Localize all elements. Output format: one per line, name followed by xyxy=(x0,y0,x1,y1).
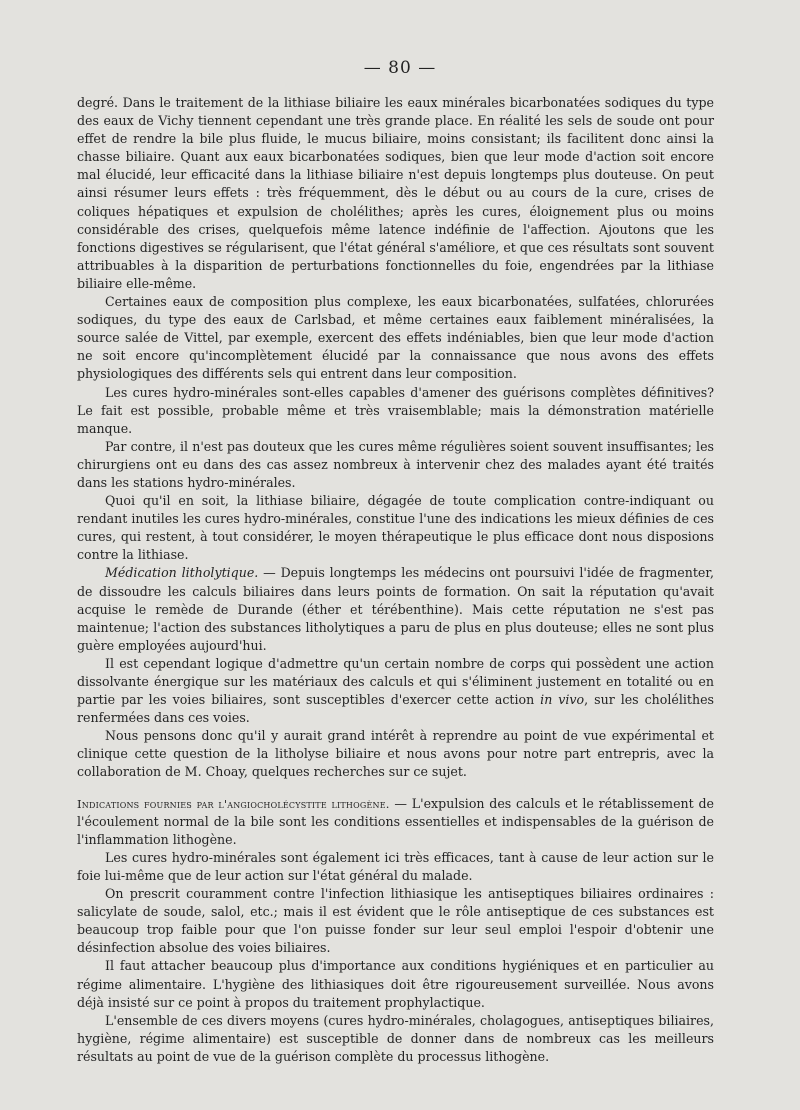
paragraph xyxy=(77,564,714,654)
paragraph-text: Il est cependant logique d'admettre qu'un certain nombre de corps qui possèdent une action dissolvante énergique sur les matériaux des calculs et qui s'éliminent justement en totalité ou en partie par les voies biliaires, sont susceptibles d'exercer cette action xyxy=(77,655,714,708)
paragraph: Les cures hydro-minérales sont-elles capables d'amener des guérisons complètes définitives? Le fait est possible, probable même et très vraisemblable; mais la démonstration matérielle manque. xyxy=(77,384,714,436)
paragraph: Il faut attacher beaucoup plus d'importance aux conditions hygiéniques et en particulier au régime alimentaire. L'hygiène des lithiasiques doit être rigoureusement surveillée. Nous avons déjà insisté sur ce point à propos du traitement prophylactique. xyxy=(77,958,714,1010)
paragraph: Nous pensons donc qu'il y aurait grand intérêt à reprendre au point de vue expérimental et clinique cette question de la litholyse biliaire et nous avons pour notre part entrepris, avec la collaboration de M. Choay, quelques recherches sur ce sujet. xyxy=(77,728,714,780)
section-heading: Médication litholytique. xyxy=(105,565,259,581)
paragraph: Certaines eaux de composition plus complexe, les eaux bicarbonatées, sulfatées, chlorurées sodiques, du type des eaux de Carlsbad, et même certaines eaux faiblement minéralisées, la source salée de Vittel, par exemple, exercent des effets indéniables, bien que leur mode d'action ne soit encore qu'incomplètement élucidé par la connaissance que nous avons des effets physiologiques des différents sels qui entrent dans leur composition. xyxy=(77,294,714,382)
paragraph: Par contre, il n'est pas douteux que les cures même régulières soient souvent insuffisantes; les chirurgiens ont eu dans des cas assez nombreux à intervenir chez des malades ayant été traités dans les stations hydro-minérales. xyxy=(77,438,714,490)
paragraph: L'ensemble de ces divers moyens (cures hydro-minérales, cholagogues, antiseptiques biliaires, hygiène, régime alimentaire) est susceptible de donner dans de nombreux cas les meilleurs résultats au point de vue de la guérison complète du processus lithogène. xyxy=(77,1012,714,1064)
paragraph: degré. Dans le traitement de la lithiase biliaire les eaux minérales bicarbonatées sodiques du type des eaux de Vichy tiennent cependant une très grande place. En réalité les sels de soude ont pour effet de rendre la bile plus fluide, le mucus biliaire, moins consistant; ils facilitent donc ainsi la chasse biliaire. Quant aux eaux bicarbonatées sodiques, bien que leur mode d'action soit encore mal élucidé, leur efficacité dans la lithiase biliaire n'est depuis longtemps plus douteuse. On peut ainsi résumer leurs effets : très fréquemment, dès le début ou au cours de la cure, crises de coliques hépatiques et expulsion de cholélithes; après les cures, éloignement plus ou moins considérable des crises, quelquefois même latence indéfinie de l'affection. Ajoutons que les fonctions digestives se régularisent, que l'état général s'améliore, et que ces résultats sont souvent attribuables à la disparition de perturbations fonctionnelles du foie, engendrées par la lithiase biliaire elle-même. xyxy=(77,95,714,291)
section-heading: Indications fournies par l'angiocholécystite lithogène. xyxy=(77,796,390,811)
body-text xyxy=(77,94,714,1066)
paragraph-text: — Depuis longtemps les médecins ont poursuivi l'idée de fragmenter, de dissoudre les calculs biliaires dans leurs points de formation. On sait la réputation qu'avait acquise le remède de Durande (éther et térébenthine). Mais cette réputation ne s'est pas maintenue; l'action des substances litholytiques a paru de plus en plus douteuse; elles ne sont plus guère employées aujourd'hui. xyxy=(77,565,714,653)
emphasis-text: in vivo xyxy=(540,692,585,708)
paragraph xyxy=(77,655,714,727)
paragraph: On prescrit couramment contre l'infection lithiasique les antiseptiques biliaires ordinaires : salicylate de soude, salol, etc.; mais il est évident que le rôle antiseptique de ces substances est beaucoup trop faible pour que l'on puisse fonder sur leur seul emploi l'espoir d'obtenir une désinfection absolue des voies biliaires. xyxy=(77,886,714,956)
page-number: — 80 — xyxy=(363,58,437,78)
paragraph-text: — L'expulsion des calculs et le rétablissement de l'écoulement normal de la bile sont les conditions essentielles et indispensables de la guérison de l'inflammation lithogène. xyxy=(77,795,714,847)
paragraph xyxy=(77,795,714,849)
paragraph-text: , sur les cholélithes renfermées dans ces voies. xyxy=(77,692,714,726)
paragraph: Les cures hydro-minérales sont également ici très efficaces, tant à cause de leur action sur le foie lui-même que de leur action sur l'état général du malade. xyxy=(77,849,714,883)
paragraph: Quoi qu'il en soit, la lithiase biliaire, dégagée de toute complication contre-indiquant ou rendant inutiles les cures hydro-minérales, constitue l'une des indications les mieux définies de ces cures, qui restent, à tout considérer, le moyen thérapeutique le plus efficace dont nous disposions contre la lithiase. xyxy=(77,493,714,563)
